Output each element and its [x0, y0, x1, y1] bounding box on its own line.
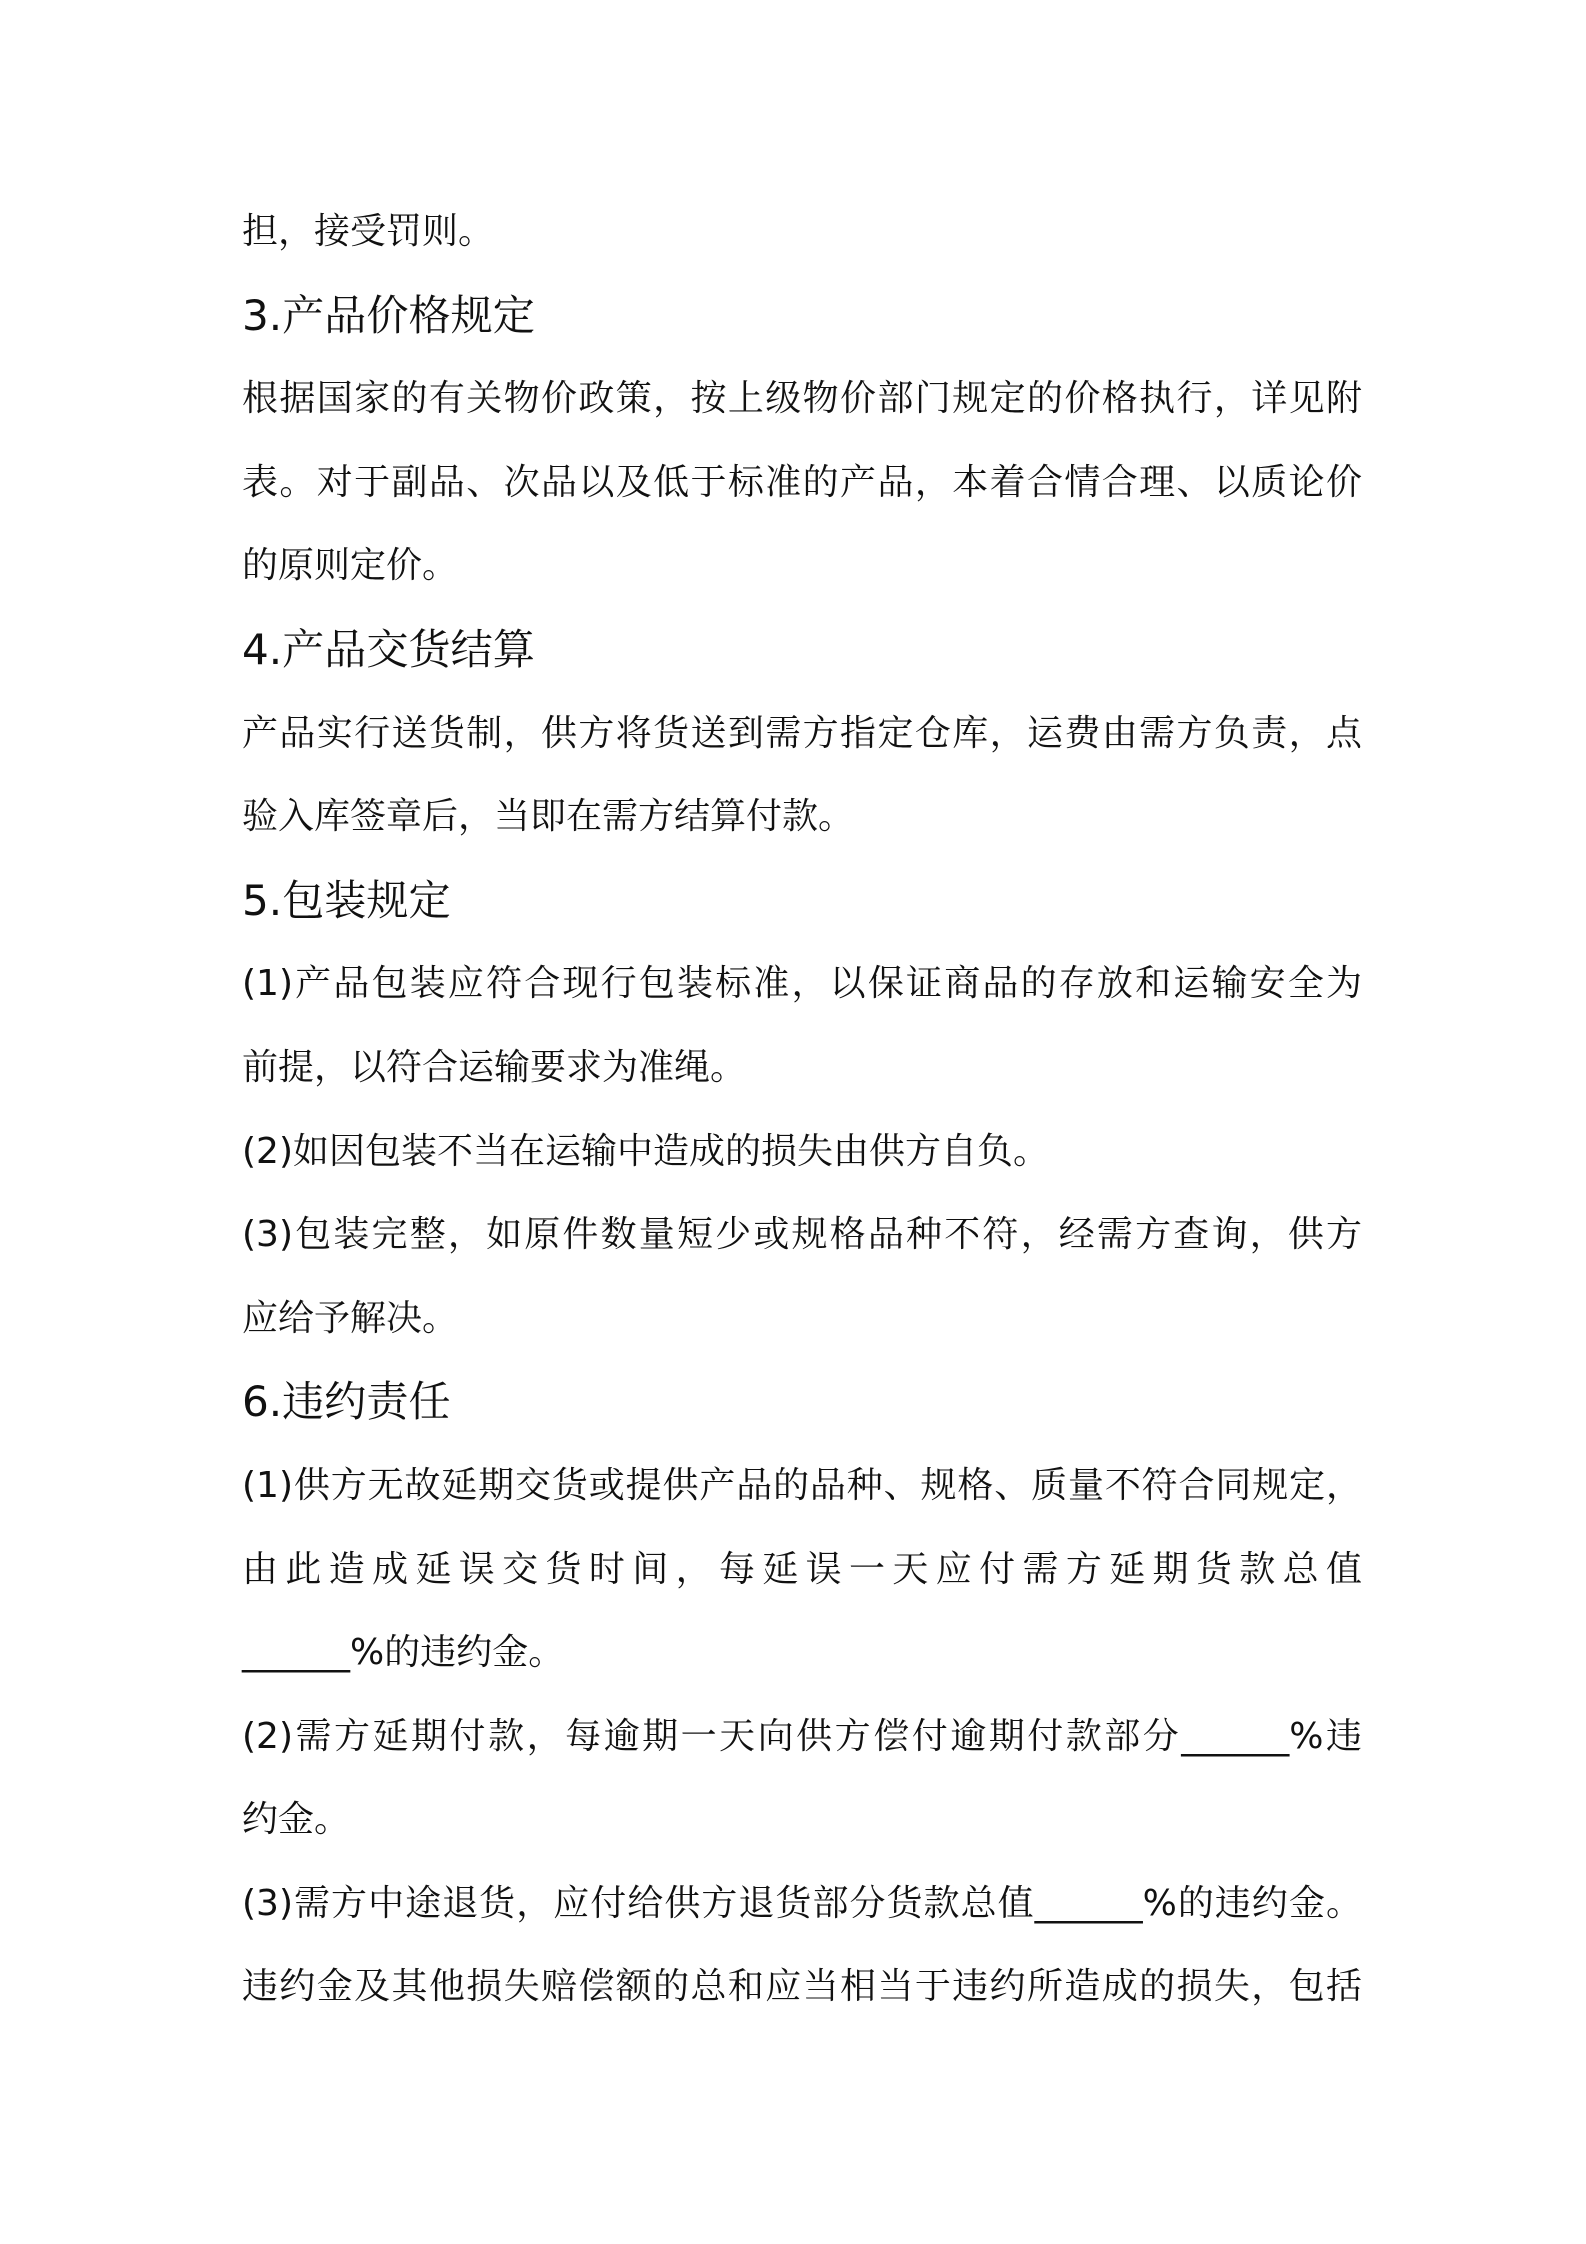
section-heading-packaging: 5.包装规定	[242, 875, 451, 925]
paragraph-line: (1)产品包装应符合现行包装标准，以保证商品的存放和运输安全为	[242, 963, 1362, 1005]
paragraph-line: 根据国家的有关物价政策，按上级物价部门规定的价格执行，详见附	[242, 378, 1362, 420]
paragraph-line: (2)如因包装不当在运输中造成的损失由供方自负。	[242, 1130, 1049, 1172]
section-heading-price: 3.产品价格规定	[242, 290, 535, 340]
paragraph-line: 应给予解决。	[242, 1297, 459, 1339]
paragraph-line: (1)供方无故延期交货或提供产品的品种、规格、质量不符合同规定，	[242, 1464, 1362, 1506]
paragraph-line: (3)需方中途退货，应付给供方退货部分货款总值______%的违约金。	[242, 1882, 1362, 1924]
paragraph-line: 前提，以符合运输要求为准绳。	[242, 1046, 747, 1088]
paragraph-line: 的原则定价。	[242, 545, 459, 587]
paragraph-line: 担，接受罚则。	[242, 211, 495, 252]
paragraph-line: 由此造成延误交货时间，每延误一天应付需方延期货款总值	[242, 1548, 1362, 1590]
paragraph-line: 表。对于副品、次品以及低于标准的产品，本着合情合理、以质论价	[242, 461, 1362, 503]
paragraph-line: 约金。	[242, 1799, 351, 1841]
paragraph-line: (2)需方延期付款，每逾期一天向供方偿付逾期付款部分______%违	[242, 1715, 1362, 1757]
paragraph-line: 产品实行送货制，供方将货送到需方指定仓库，运费由需方负责，点	[242, 712, 1362, 754]
paragraph-line: 验入库签章后，当即在需方结算付款。	[242, 796, 855, 838]
paragraph-line: (3)包装完整，如原件数量短少或规格品种不符，经需方查询，供方	[242, 1214, 1362, 1256]
paragraph-line: 违约金及其他损失赔偿额的总和应当相当于违约所造成的损失，包括	[242, 1966, 1362, 2008]
section-heading-delivery: 4.产品交货结算	[242, 624, 535, 674]
paragraph-line: ______%的违约金。	[242, 1632, 565, 1674]
section-heading-liability: 6.违约责任	[242, 1377, 451, 1427]
document-body	[242, 190, 1362, 2029]
